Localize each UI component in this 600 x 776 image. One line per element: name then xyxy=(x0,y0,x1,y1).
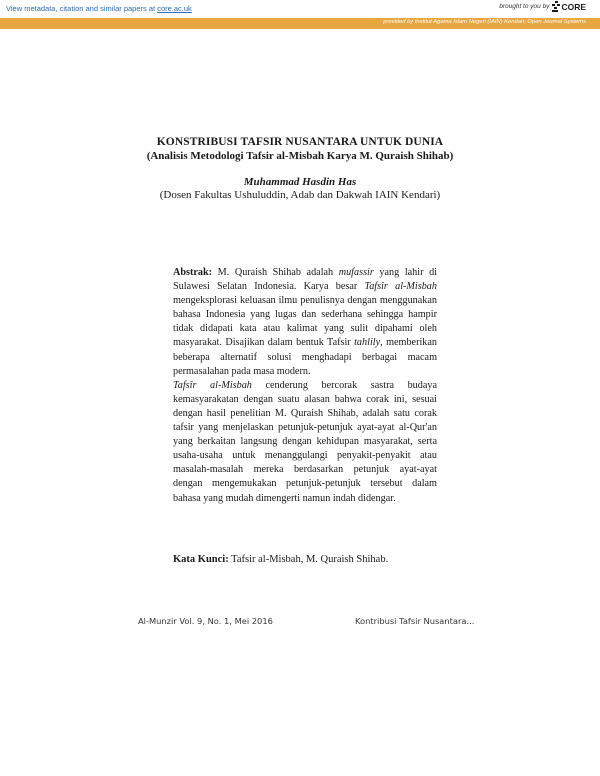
keywords-text: Tafsir al-Misbah, M. Quraish Shihab. xyxy=(228,554,389,565)
abstract-label: Abstrak: xyxy=(173,267,213,278)
core-provided-strip xyxy=(0,18,600,29)
keywords-label: Kata Kunci: xyxy=(173,554,229,565)
abstract-paragraph-1 xyxy=(173,266,437,379)
abstract-term: mufassir xyxy=(338,267,374,278)
footer-journal-info: Al-Munzir Vol. 9, No. 1, Mei 2016 xyxy=(138,616,273,626)
abstract-paragraph-2 xyxy=(173,379,437,506)
abstract-text: M. Quraish Shihab adalah xyxy=(212,267,339,278)
author-name: Muhammad Hasdin Has xyxy=(243,176,357,188)
provided-by-text[interactable]: provided by Institut Agama Islam Negeri (IAIN) Kendari: Open Journal Systems xyxy=(383,19,586,25)
core-ac-uk-link[interactable]: core.ac.uk xyxy=(157,4,192,13)
brought-to-you-text: brought to you by xyxy=(499,3,550,10)
core-metadata-text: View metadata, citation and similar papers at xyxy=(6,4,158,13)
abstract-text: cenderung bercorak sastra budaya kemasyarakatan dengan suatu alasan bahwa corak ini, sesuai dengan hasil penelitian M. Quraish Shihab, adalah satu corak tafsir yang menjelaskan petunjuk-petunjuk ayat-ayat al-Qur'an yang berkaitan langsung dengan kehidupan masyarakat, serta usaha-usaha untuk menanggulangi penyakit-penyakit atau masalah-masalah mereka berdasarkan petunjuk ayat-ayat dengan mengemukakan petunjuk-petunjuk tersebut dalam bahasa yang mudah dimengerti namun indah didengar. xyxy=(173,379,438,504)
abstract-text: , memberikan beberapa alternatif solusi menghadapi berbagai macam permasalahan pada masa modern. xyxy=(173,337,438,377)
keywords xyxy=(173,553,473,567)
core-banner xyxy=(0,0,600,30)
author-affiliation: (Dosen Fakultas Ushuluddin, Adab dan Dakwah IAIN Kendari) xyxy=(159,189,441,201)
abstract-term: Tafsîr al-Misbah xyxy=(173,379,252,391)
core-brand[interactable] xyxy=(499,1,586,12)
abstract-term: tahlily xyxy=(354,337,381,349)
core-metadata-link-text xyxy=(6,4,192,13)
abstract xyxy=(173,266,437,506)
paper-title: KONSTRIBUSI TAFSIR NUSANTARA UNTUK DUNIA xyxy=(156,136,444,148)
abstract-text: yang lahir di Sulawesi Selatan Indonesia. Karya besar xyxy=(173,267,437,293)
footer-running-title: Kontribusi Tafsir Nusantara... xyxy=(355,616,475,626)
core-logo-icon xyxy=(552,1,560,12)
core-brand-text: CORE xyxy=(561,1,586,12)
abstract-text: mengeksplorasi keluasan ilmu penulisnya dengan menggunakan bahasa Indonesia yang lugas dan sederhana sehingga hampir tidak didapati kata atau kalimat yang sulit dipahami oleh masyarakat. Disajikan dalam bentuk Tafsir xyxy=(173,295,437,349)
core-logo[interactable] xyxy=(552,1,586,12)
abstract-term: Tafsîr al-Misbah xyxy=(364,281,437,293)
paper-subtitle: (Analisis Metodologi Tafsir al-Misbah Karya M. Quraish Shihab) xyxy=(146,150,454,162)
